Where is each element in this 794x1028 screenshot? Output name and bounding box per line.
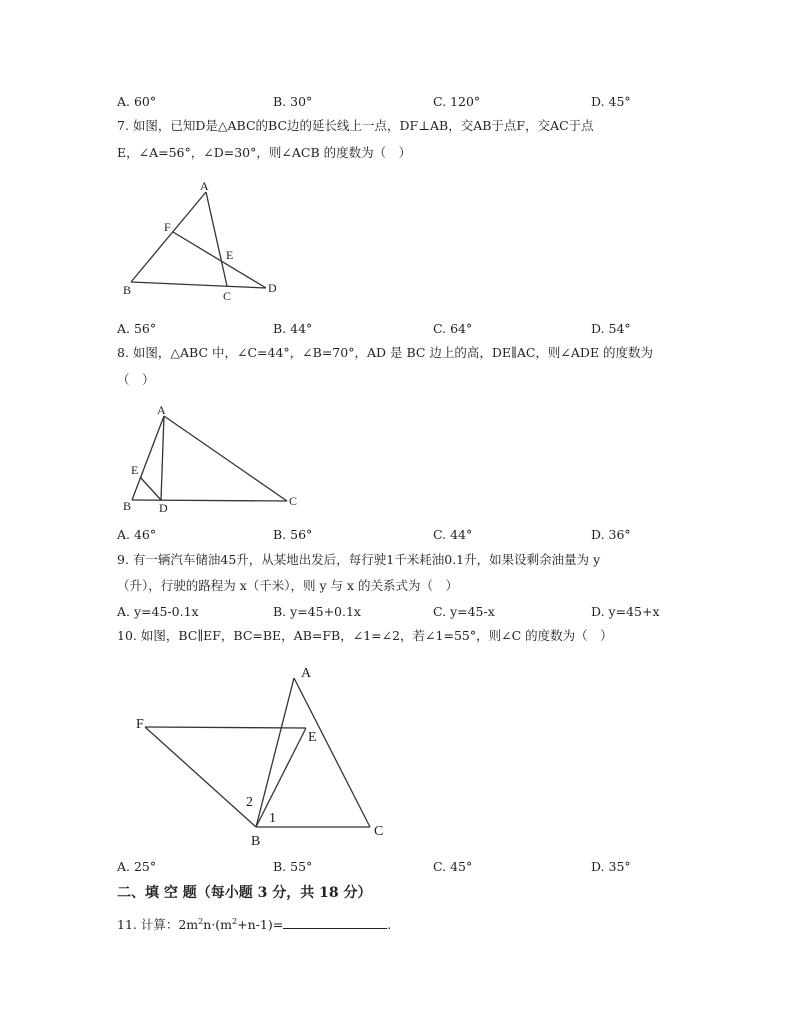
q10-text-line1: 10. 如图，BC∥EF，BC=BE，AB=FB，∠1=∠2，若∠1=55°，则∠C 的度数为（ ） — [117, 628, 613, 643]
q10-label-b: B — [251, 834, 261, 849]
q6-option-d: D. 45° — [591, 94, 631, 109]
q9-option-c: C. y=45-x — [433, 604, 495, 619]
q10-option-d: D. 35° — [591, 859, 631, 874]
q7-option-c: C. 64° — [433, 321, 473, 336]
q7-label-a: A — [200, 179, 209, 193]
q10-option-c: C. 45° — [433, 859, 473, 874]
q11-text — [117, 914, 391, 933]
q8-option-b: B. 56° — [273, 527, 313, 542]
q9-option-d: D. y=45+x — [591, 604, 660, 619]
q8-label-e: E — [131, 463, 139, 477]
q11-suffix: . — [387, 917, 392, 933]
q10-label-e: E — [308, 730, 317, 745]
q7-label-b: B — [123, 283, 132, 297]
q8-figure — [132, 416, 287, 501]
q11-expr-a: 2m — [178, 917, 199, 933]
q10-option-a: A. 25° — [117, 859, 157, 874]
q10-label-f: F — [136, 717, 144, 732]
q10-option-b: B. 55° — [273, 859, 313, 874]
q9-text-line1: 9. 有一辆汽车储油45升，从某地出发后，每行驶1千米耗油0.1升，如果设剩余油量为 y — [117, 552, 601, 567]
q7-option-b: B. 44° — [273, 321, 313, 336]
q9-option-b: B. y=45+0.1x — [273, 604, 361, 619]
q9-option-a: A. y=45-0.1x — [117, 604, 199, 619]
q7-option-d: D. 54° — [591, 321, 631, 336]
q8-option-d: D. 36° — [591, 527, 631, 542]
q10-figure — [145, 678, 370, 827]
q8-label-c: C — [289, 494, 298, 508]
q10-label-angle-1: 1 — [269, 811, 276, 826]
q9-text-line2: （升），行驶的路程为 x（千米），则 y 与 x 的关系式为（ ） — [117, 578, 459, 593]
q11-sup-a: 2 — [198, 917, 204, 926]
section-heading: 二、填 空 题（每小题 3 分，共 18 分） — [117, 885, 372, 901]
q6-option-a: A. 60° — [117, 94, 157, 109]
q7-option-a: A. 56° — [117, 321, 157, 336]
q6-option-b: B. 30° — [273, 94, 313, 109]
q7-text-line1: 7. 如图，已知D是△ABC的BC边的延长线上一点，DF⊥AB，交AB于点F，交AC于点 — [117, 118, 594, 133]
q7-label-e: E — [226, 248, 234, 262]
q10-label-angle-2: 2 — [246, 795, 253, 810]
q10-label-a: A — [301, 666, 312, 681]
q7-label-d: D — [268, 281, 277, 295]
q6-option-c: C. 120° — [433, 94, 481, 109]
q11-expr-c: +n-1)= — [237, 917, 284, 933]
q8-text-line1: 8. 如图，△ABC 中，∠C=44°，∠B=70°，AD 是 BC 边上的高，DE∥AC，则∠ADE 的度数为 — [117, 345, 654, 360]
q8-text-line2: （ ） — [117, 372, 155, 387]
q7-label-f: F — [164, 220, 171, 234]
q7-figure — [131, 192, 266, 288]
q8-label-d: D — [159, 501, 168, 515]
q11-sup-b: 2 — [232, 917, 238, 926]
q7-label-c: C — [223, 289, 232, 303]
q7-text-line2: E，∠A=56°，∠D=30°，则∠ACB 的度数为（ ） — [117, 145, 412, 160]
q8-label-a: A — [157, 403, 166, 417]
q11-answer-blank[interactable] — [283, 916, 387, 929]
q8-option-a: A. 46° — [117, 527, 157, 542]
q11-expr-b: n·(m — [203, 917, 233, 933]
q10-label-c: C — [374, 824, 384, 839]
q8-label-b: B — [123, 499, 132, 513]
q11-prefix: 11. 计算： — [117, 917, 179, 933]
q8-option-c: C. 44° — [433, 527, 473, 542]
